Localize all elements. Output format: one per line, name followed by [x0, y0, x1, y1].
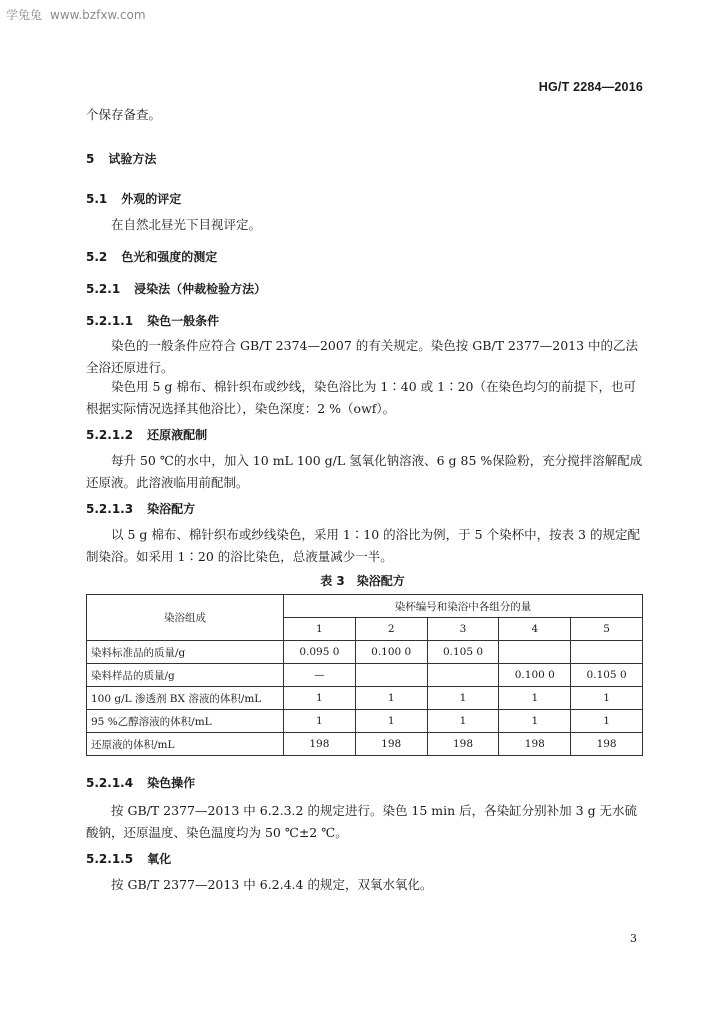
section-5-2-1-1-heading — [86, 312, 219, 329]
section-title: 色光和强度的测定 — [121, 250, 218, 264]
section-title: 还原液配制 — [147, 428, 208, 442]
table-cell — [355, 664, 427, 687]
table-row — [87, 687, 643, 710]
row-label-cell: 还原液的体积/mL — [87, 733, 284, 756]
section-number: 5.2.1.5 — [86, 852, 134, 866]
table-header-cell: 染浴组成 — [87, 595, 284, 641]
section-5-2-1-4-para-1: 按 GB/T 2377—2013 中 6.2.3.2 的规定进行。染色 15 min 后，各染缸分别补加 3 g 无水硫酸钠，还原温度、染色温度均为 50 ℃±2 ℃。 — [86, 803, 638, 840]
section-title: 外观的评定 — [121, 192, 182, 206]
section-5-2-heading — [86, 248, 217, 265]
table-cell — [571, 641, 643, 664]
row-label-cell: 染料样品的质量/g — [87, 664, 284, 687]
section-number: 5.2.1.4 — [86, 776, 134, 790]
standard-number: HG/T 2284—2016 — [538, 80, 643, 94]
section-5-2-1-3-heading — [86, 500, 195, 517]
table-cell: 1 — [355, 710, 427, 733]
section-number: 5.2.1 — [86, 282, 121, 296]
row-label-cell: 95 %乙醇溶液的体积/mL — [87, 710, 284, 733]
table-cell: 1 — [571, 710, 643, 733]
section-title: 染色一般条件 — [147, 314, 220, 328]
table-cell: 1 — [427, 687, 499, 710]
dye-bath-table — [86, 594, 643, 756]
section-5-2-1-4-heading — [86, 774, 195, 791]
table-header-cell: 染杯编号和染浴中各组分的量 — [284, 595, 643, 618]
section-5-2-1-2-para-1: 每升 50 ℃的水中，加入 10 mL 100 g/L 氢氧化钠溶液、6 g 85 %保险粉，充分搅拌溶解配成还原液。此溶液临用前配制。 — [86, 453, 643, 490]
section-number: 5 — [86, 152, 95, 166]
section-title: 染浴配方 — [147, 502, 196, 516]
table-cell: 1 — [355, 687, 427, 710]
cup-number-cell: 1 — [284, 618, 356, 641]
section-title: 浸染法（仲裁检验方法） — [134, 282, 267, 296]
table-cell: 1 — [571, 687, 643, 710]
watermark-url: www.bzfxw.com — [50, 8, 146, 22]
section-5-1-heading — [86, 190, 181, 207]
continued-line: 个保存备查。 — [86, 107, 162, 122]
section-5-2-1-heading — [86, 280, 266, 297]
page-number: 3 — [630, 932, 637, 945]
section-5-2-1-1-para-1: 染色的一般条件应符合 GB/T 2374—2007 的有关规定。染色按 GB/T 2377—2013 中的乙法全浴还原进行。 — [86, 338, 639, 375]
table-cell: 0.105 0 — [427, 641, 499, 664]
section-5-heading — [86, 150, 156, 167]
table-row — [87, 641, 643, 664]
table-cell: 198 — [427, 733, 499, 756]
table-cell: 198 — [499, 733, 571, 756]
table-cell: 1 — [427, 710, 499, 733]
table-cell: — — [284, 664, 356, 687]
table-cell: 0.100 0 — [499, 664, 571, 687]
watermark-site-name: 学兔兔 — [6, 8, 43, 22]
row-label-cell: 100 g/L 渗透剂 BX 溶液的体积/mL — [87, 687, 284, 710]
section-number: 5.2.1.2 — [86, 428, 134, 442]
table-cell: 0.095 0 — [284, 641, 356, 664]
table-cell: 1 — [499, 687, 571, 710]
section-number: 5.2 — [86, 250, 108, 264]
section-5-2-1-3-para-1: 以 5 g 棉布、棉针织布或纱线染色，采用 1∶10 的浴比为例，于 5 个染杯中，按表 3 的规定配制染浴。如采用 1∶20 的浴比染色，总液量减少一半。 — [86, 527, 640, 564]
section-5-1-text: 在自然北昼光下目视评定。 — [111, 217, 262, 232]
section-5-2-1-5-para-1: 按 GB/T 2377—2013 中 6.2.4.4 的规定，双氧水氧化。 — [111, 877, 433, 892]
cup-number-cell: 5 — [571, 618, 643, 641]
section-title: 染色操作 — [147, 776, 196, 790]
table-cell: 1 — [284, 710, 356, 733]
table-cell — [427, 664, 499, 687]
table-header-row — [87, 595, 643, 618]
table-cell: 1 — [499, 710, 571, 733]
cup-number-cell: 3 — [427, 618, 499, 641]
table-row — [87, 710, 643, 733]
table-cell: 198 — [284, 733, 356, 756]
section-number: 5.2.1.1 — [86, 314, 134, 328]
cup-number-cell: 4 — [499, 618, 571, 641]
section-number: 5.2.1.3 — [86, 502, 134, 516]
table-cell: 0.105 0 — [571, 664, 643, 687]
table-row — [87, 733, 643, 756]
section-5-2-1-5-heading — [86, 850, 171, 867]
section-5-2-1-1-para-2: 染色用 5 g 棉布、棉针织布或纱线，染色浴比为 1∶40 或 1∶20（在染色均匀的前提下，也可根据实际情况选择其他浴比），染色深度：2 %（owf）。 — [86, 379, 637, 416]
table-cell: 0.100 0 — [355, 641, 427, 664]
table-caption: 表 3 染浴配方 — [320, 574, 405, 588]
table-cell: 198 — [355, 733, 427, 756]
cup-number-cell: 2 — [355, 618, 427, 641]
table-cell — [499, 641, 571, 664]
table-cell: 198 — [571, 733, 643, 756]
table-row — [87, 664, 643, 687]
section-5-2-1-2-heading — [86, 426, 207, 443]
section-title: 试验方法 — [108, 152, 157, 166]
row-label-cell: 染料标准品的质量/g — [87, 641, 284, 664]
watermark — [6, 6, 146, 23]
section-title: 氧化 — [147, 852, 172, 866]
section-number: 5.1 — [86, 192, 108, 206]
table-cell: 1 — [284, 687, 356, 710]
